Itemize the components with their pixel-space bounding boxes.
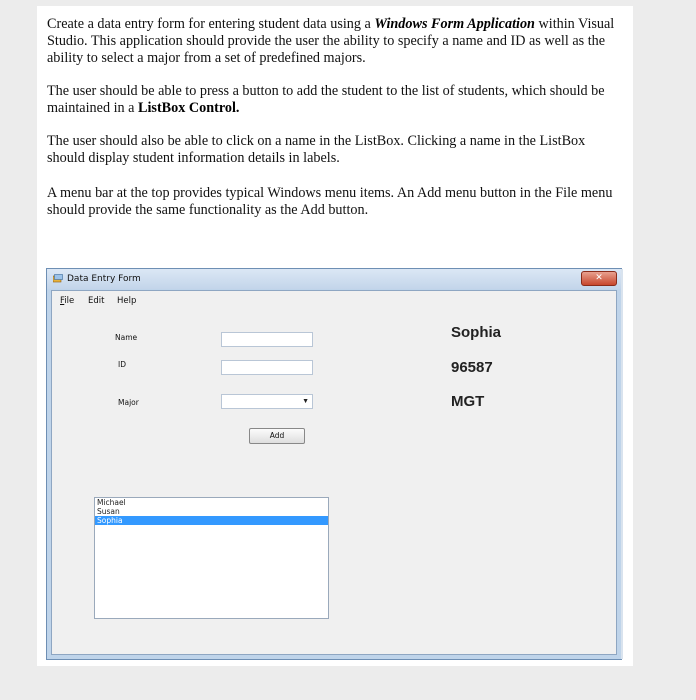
paragraph-menu: A menu bar at the top provides typical Windows menu items. An Add menu button in the File menu should provide the same functionality as the Add button.: [47, 185, 613, 218]
detail-name-label: Sophia: [451, 324, 502, 341]
menu-edit[interactable]: Edit: [88, 296, 105, 306]
intro-emphasis: Windows Form Application: [374, 16, 535, 32]
list-item-selected[interactable]: Sophia: [95, 516, 328, 525]
student-listbox[interactable]: [94, 497, 329, 619]
major-select[interactable]: [221, 394, 313, 409]
name-label: Name: [115, 333, 138, 342]
dropdown-arrow-icon[interactable]: ▼: [302, 397, 309, 405]
form-icon: [53, 274, 63, 283]
close-icon[interactable]: ✕: [581, 271, 617, 286]
list-item[interactable]: Michael: [97, 498, 126, 507]
list-item[interactable]: Susan: [97, 507, 120, 516]
data-entry-window: [46, 268, 622, 660]
intro-text-2: within Visual Studio. This application should provide the user the ability to specify a name and ID as well as the ability to select a major from a set of predefined majors.: [47, 16, 615, 66]
window-title: Data Entry Form: [67, 274, 141, 284]
listbox-emphasis: ListBox Control.: [138, 100, 240, 116]
detail-major-label: MGT: [451, 393, 485, 410]
menu-bar: [52, 291, 616, 309]
menu-file[interactable]: [60, 296, 74, 306]
menu-help[interactable]: Help: [117, 296, 137, 306]
form-client-area: [51, 290, 617, 655]
id-input[interactable]: [221, 360, 313, 375]
paragraph-listbox: [47, 83, 617, 117]
menu-file-accel: F: [60, 296, 65, 306]
major-label: Major: [118, 398, 139, 407]
intro-text-1: Create a data entry form for entering student data using a: [47, 16, 375, 32]
listbox-text-1: The user should be able to press a button to add the student to the list of students, which should be maintained in a: [47, 83, 605, 116]
name-input[interactable]: [221, 332, 313, 347]
add-button[interactable]: Add: [249, 428, 305, 444]
window-titlebar[interactable]: [47, 269, 621, 289]
detail-id-label: 96587: [451, 359, 493, 376]
menu-file-rest: ile: [64, 296, 75, 306]
window-right-edge: [621, 269, 623, 659]
document-page: [37, 6, 633, 666]
paragraph-click: The user should also be able to click on a name in the ListBox. Clicking a name in the ListBox should display student information details in labels.: [47, 133, 586, 166]
id-label: ID: [118, 360, 126, 369]
paragraph-intro: [47, 16, 617, 67]
